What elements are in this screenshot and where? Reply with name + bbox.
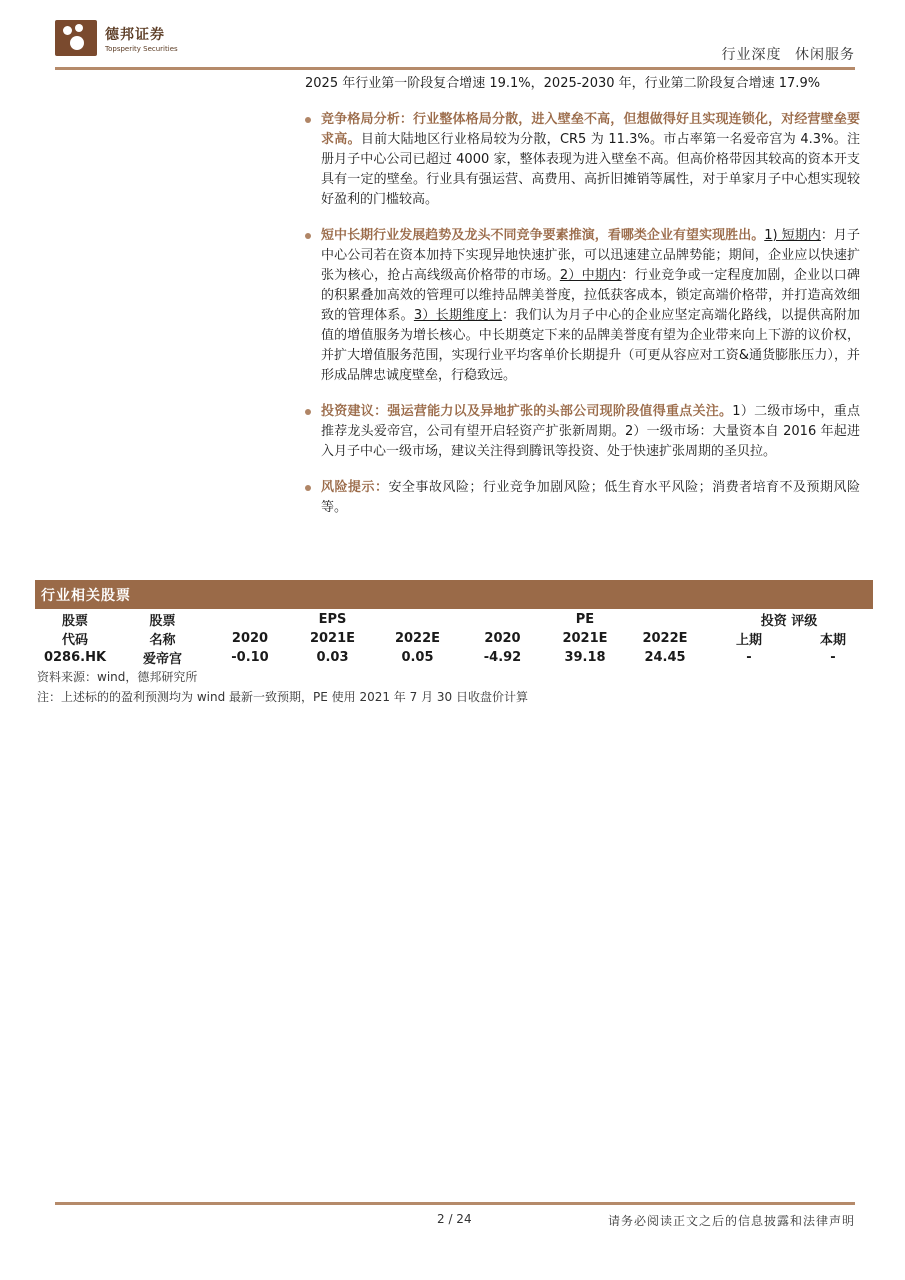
footer-divider	[55, 1202, 855, 1205]
header-eps: EPS	[318, 612, 347, 627]
mid-term-text: ：行业竞争或一定程度加剧，企业以口碑的积累叠加高效的管理可以维持品牌美誉度，拉低获客成本，锁定高端价格带，并打造高效细致的管理体系。	[321, 268, 860, 323]
mid-term-label: 2）中期内	[559, 268, 622, 283]
intro-paragraph: 2025 年行业第一阶段复合增速 19.1%，2025-2030 年，行业第二阶段复合增速 17.9%	[305, 76, 821, 91]
pe-2022e: 24.45	[644, 650, 686, 665]
industry-label: 休闲服务	[795, 47, 855, 63]
company-logo	[55, 20, 178, 56]
short-term-text: ：月子中心公司若在资本加持下实现异地快速扩张，可以迅速建立品牌势能；期间，企业应以快速扩张为核心，抢占高线级高价格带的市场。	[321, 228, 860, 283]
table-header-row-2	[35, 629, 873, 648]
bullet-trends-title: 短中长期行业发展趋势及龙头不同竞争要素推演，看哪类企业有望实现胜出。	[321, 228, 765, 243]
header-eps-2020: 2020	[231, 631, 269, 646]
header-pe-2020: 2020	[484, 631, 521, 646]
header-code-1: 股票	[61, 614, 88, 629]
bullet-risk-title: 风险提示：	[321, 480, 389, 495]
category-label: 行业深度	[721, 47, 782, 63]
header-pe-2021e: 2021E	[562, 631, 608, 646]
rating-prev: -	[746, 650, 752, 665]
table-source: 资料来源：wind，德邦研究所	[37, 670, 198, 684]
summary-body	[305, 74, 860, 518]
report-category	[714, 44, 855, 64]
eps-2020: -0.10	[231, 650, 269, 665]
bullet-competition	[305, 110, 860, 210]
long-term-text: ：我们认为月子中心的企业应坚定高端化路线，以提供高附加值的增值服务为增长核心。中长期奠定下来的品牌美誉度有望为企业带来向上下游的议价权，并扩大增值服务范围，实现行业平均客单价长期提升（可更从容应对工资&通货膨胀压力），并形成品牌忠诚度壁垒，行稳致远。	[321, 308, 860, 383]
header-code-2: 代码	[61, 633, 88, 648]
stock-table-title: 行业相关股票	[35, 580, 873, 609]
header-name-2: 名称	[149, 633, 176, 648]
bullet-risk	[305, 478, 860, 518]
table-row	[35, 648, 873, 667]
eps-2022e: 0.05	[401, 650, 434, 665]
eps-2021e: 0.03	[316, 650, 349, 665]
short-term-label: 1) 短期内	[764, 228, 821, 243]
bullet-investment-text: 1）二级市场中，重点推荐龙头爱帝宫，公司有望开启轻资产扩张新周期。2）一级市场：大量资本自 2016 年起进入月子中心一级市场，建议关注得到腾讯等投资、处于快速扩张周期的圣贝拉。	[321, 404, 860, 459]
logo-name-cn: 德邦证券	[105, 26, 165, 43]
bullet-risk-text: 安全事故风险；行业竞争加剧风险；低生育水平风险；消费者培育不及预期风险等。	[321, 480, 860, 515]
logo-icon	[55, 20, 97, 56]
stock-code: 0286.HK	[43, 650, 107, 665]
table-note: 注：上述标的的盈利预测均为 wind 最新一致预期，PE 使用 2021 年 7 月 30 日收盘价计算	[37, 690, 528, 704]
header-pe: PE	[575, 612, 595, 627]
bullet-investment	[305, 402, 860, 462]
bullet-investment-title: 投资建议：强运营能力以及异地扩张的头部公司现阶段值得重点关注。	[321, 404, 733, 419]
pe-2020: -4.92	[483, 650, 522, 665]
stock-table	[35, 610, 873, 667]
long-term-label: 3）长期维度上	[413, 308, 503, 323]
header-pe-2022e: 2022E	[642, 631, 688, 646]
bullet-competition-title: 竞争格局分析：行业整体格局分散，进入壁垒不高，但想做得好且实现连锁化，对经营壁垒要求高。	[321, 112, 860, 147]
header-eps-2021e: 2021E	[309, 631, 356, 646]
footer-disclaimer: 请务必阅读正文之后的信息披露和法律声明	[607, 1214, 855, 1228]
header-rating-curr: 本期	[819, 633, 846, 648]
stock-name: 爱帝宫	[142, 652, 182, 667]
header-name-1: 股票	[149, 614, 176, 629]
table-header-row-1	[35, 610, 873, 629]
header-rating-prev: 上期	[735, 633, 762, 648]
header-eps-2022e: 2022E	[394, 631, 441, 646]
bullet-competition-text: 目前大陆地区行业格局较为分散，CR5 为 11.3%。市占率第一名爱帝宫为 4.3%。注册月子中心公司已超过 4000 家，整体表现为进入壁垒不高。但高价格带因其较高的资本开支具有一定的壁垒。行业具有强运营、高费用、高折旧摊销等属性，对于单家月子中心想实现较好盈利的门槛较高。	[321, 132, 860, 207]
rating-curr: -	[830, 650, 836, 665]
logo-name-en: Topsperity Securities	[105, 44, 178, 53]
header-rating: 投资 评级	[760, 614, 818, 629]
bullet-trends	[305, 226, 860, 386]
pe-2021e: 39.18	[564, 650, 606, 665]
page-number: 2 / 24	[437, 1212, 472, 1226]
header-divider	[55, 67, 855, 70]
